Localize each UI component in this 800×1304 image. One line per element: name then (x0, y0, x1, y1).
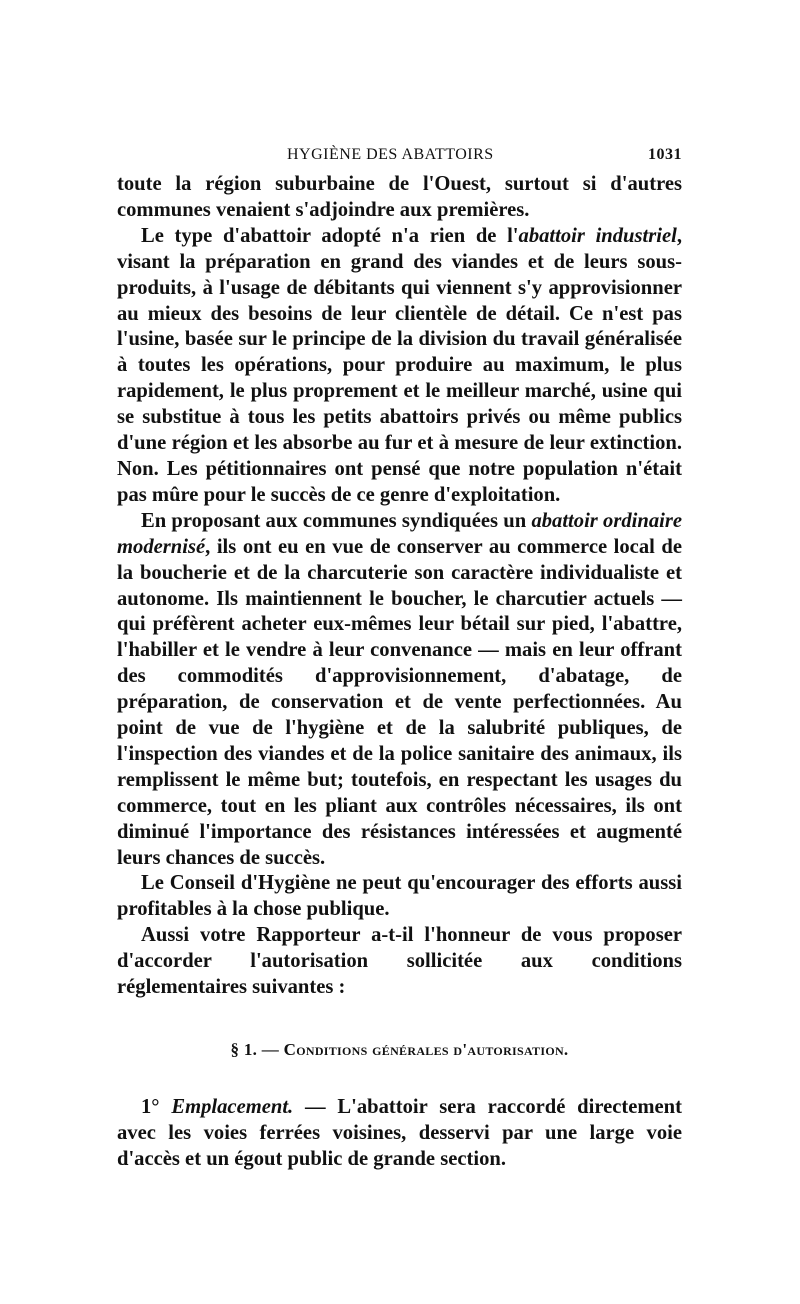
paragraph-text: — L'abattoir sera raccordé directement avec les voies ferrées voisines, desservi par une large voie d'accès et un égout public de grande section. (117, 1095, 682, 1170)
paragraph-text: toute la région suburbaine de l'Ouest, surtout si d'autres communes venaient s'adjoindre aux premières. (117, 173, 682, 221)
paragraph-italic: abattoir industriel (518, 224, 677, 247)
item-title: Emplacement. (171, 1095, 294, 1118)
paragraph-italic: abattoir ordinaire modernisé (117, 509, 683, 558)
item-label: 1° (141, 1095, 160, 1118)
paragraph-text: Le Conseil d'Hygiène ne peut qu'encourager des efforts aussi profitables à la chose publique. (117, 872, 682, 921)
paragraph (117, 923, 682, 1001)
section-title: Conditions générales d'autorisation. (283, 1040, 569, 1059)
paragraph-text: Le type d'abattoir adopté n'a rien de l' (141, 224, 519, 247)
paragraph (117, 1095, 682, 1173)
paragraph (117, 509, 682, 872)
page-number: 1031 (648, 146, 682, 163)
paragraph (117, 172, 682, 224)
section-heading (117, 1037, 682, 1063)
body-text (117, 172, 682, 1173)
paragraph (117, 224, 682, 509)
paragraph (117, 871, 682, 923)
running-head (117, 138, 682, 172)
running-title: HYGIÈNE DES ABATTOIRS (287, 146, 494, 163)
paragraph-text: , visant la préparation en grand des viandes et de leurs sous-produits, à l'usage de débitants qui viennent s'y approvisionner au mieux des besoins de leur clientèle de détail. Ce n'est pas l'usine, basée sur le principe de la division du travail généralisée à toutes les opérations, pour produire au maximum, le plus rapidement, le plus proprement et le meilleur marché, usine qui se substitue à tous les petits abattoirs privés ou même publics d'une région et les absorbe au fur et à mesure de leur extinction. Non. Les pétitionnaires ont pensé que notre population n'était pas mûre pour le succès de ce genre d'exploitation. (117, 224, 682, 506)
section-number: § 1. — (230, 1040, 280, 1059)
paragraph-text: En proposant aux communes syndiquées un (141, 509, 532, 532)
book-page (117, 138, 682, 1173)
paragraph-text: Aussi votre Rapporteur a-t-il l'honneur de vous proposer d'accorder l'autorisation sollicitée aux conditions réglementaires suivantes : (117, 924, 682, 999)
paragraph-text: , ils ont eu en vue de conserver au commerce local de la boucherie et de la charcuterie son caractère individualiste et autonome. Ils maintiennent le boucher, le charcutier actuels — qui préfèrent acheter eux-mêmes leur bétail sur pied, l'abattre, l'habiller et le vendre à leur convenance — mais en leur offrant des commodités d'approvisionnement, d'abatage, de préparation, de conservation et de vente perfectionnées. Au point de vue de l'hygiène et de la salubrité publiques, de l'inspection des viandes et de la police sanitaire des animaux, ils remplissent le même but; toutefois, en respectant les usages du commerce, tout en les pliant aux contrôles nécessaires, ils ont diminué l'importance des résistances intéressées et augmenté leurs chances de succès. (117, 535, 682, 869)
